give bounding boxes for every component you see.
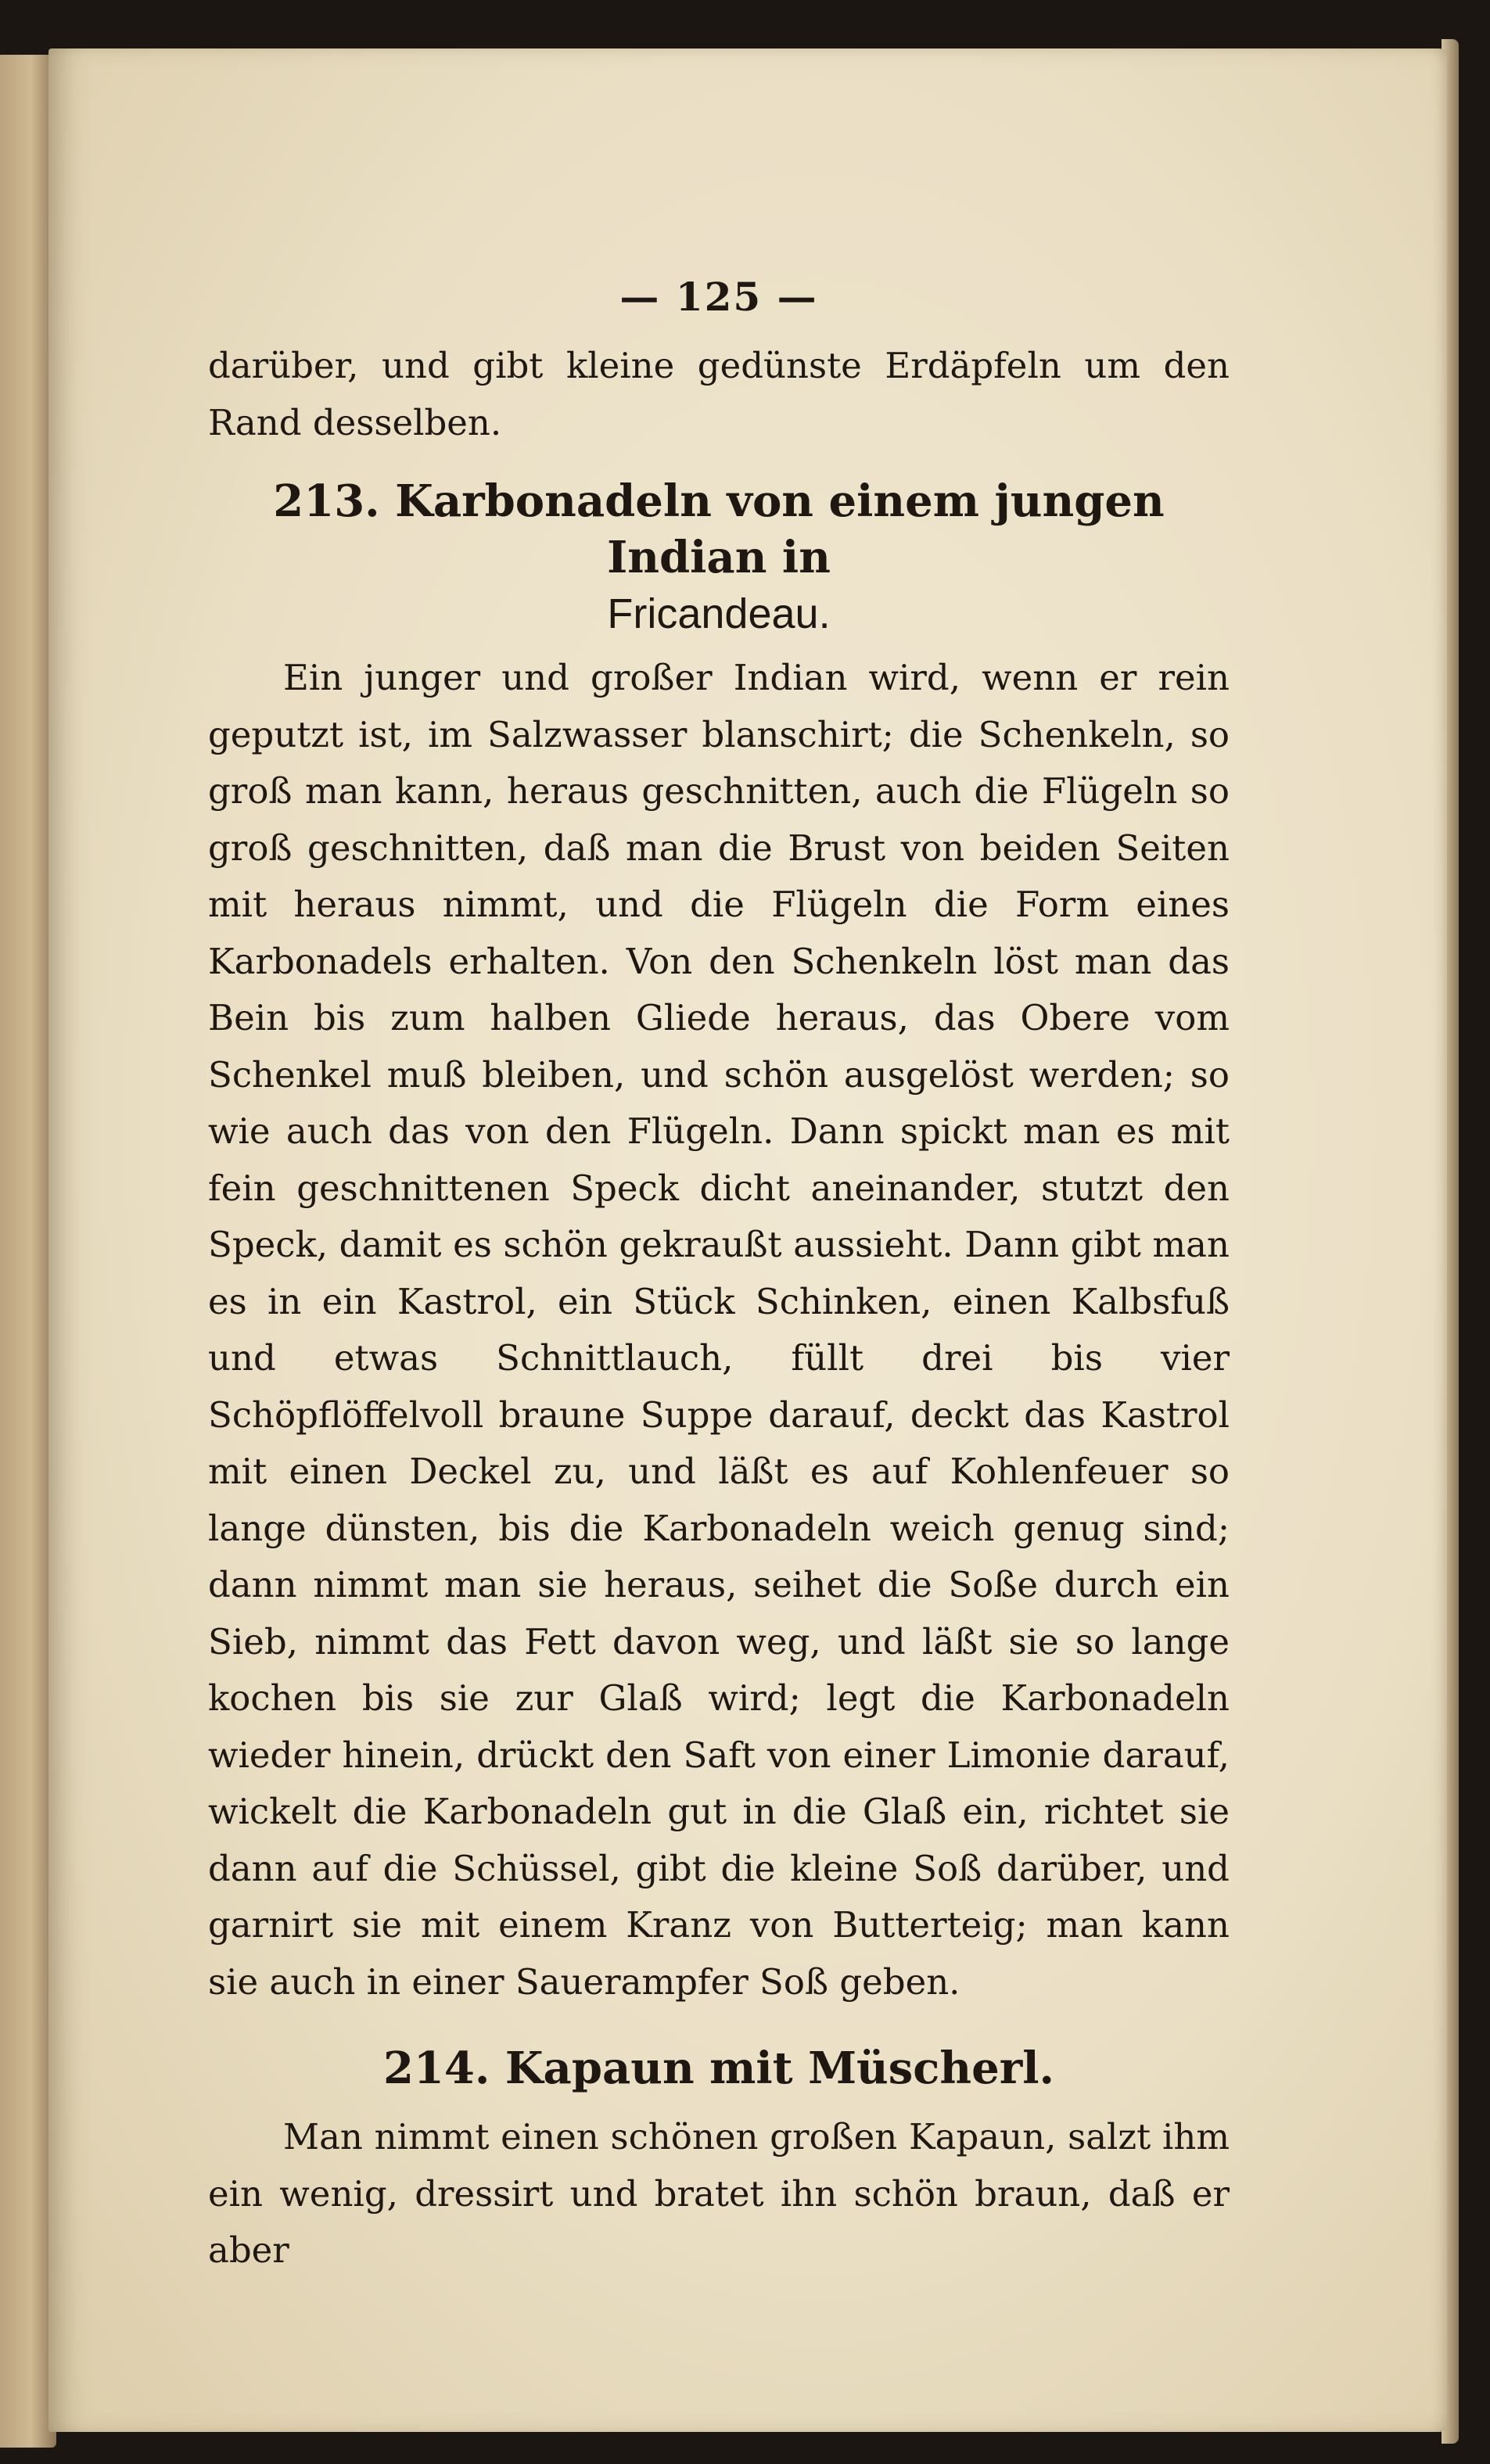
recipe-214-heading: 214. Kapaun mit Müscherl. bbox=[382, 2043, 1055, 2094]
page-text-block bbox=[208, 266, 1230, 2279]
recipe-213-body: Ein junger und großer Indian wird, wenn er rein geputzt ist, im Salzwasser blanschirt; die Schenkeln, so groß man kann, heraus geschnitten, auch die Flügeln so groß geschnitten, daß man die Brust von beiden Seiten mit heraus nimmt, und die Flügeln die Form eines Karbonadels erhalten. Von den Schenkeln löst man das Bein bis zum halben Gliede heraus, das Obere vom Schenkel muß bleiben, und schön ausgelöst werden; so wie auch das von den Flügeln. Dann spickt man es mit fein geschnittenen Speck dicht aneinander, stutzt den Speck, damit es schön gekraußt aussieht. Dann gibt man es in ein Kastrol, ein Stück Schinken, einen Kalbsfuß und etwas Schnittlauch, füllt drei bis vier Schöpflöffelvoll braune Suppe darauf, deckt das Kastrol mit einen Deckel zu, und läßt es auf Kohlenfeuer so lange dünsten, bis die Karbonadeln weich genug sind; dann nimmt man sie heraus, seihet die Soße durch ein Sieb, nimmt das Fett davon weg, und läßt sie so lange kochen bis sie zur Glaß wird; legt die Karbonadeln wieder hinein, drückt den Saft von einer Limonie darauf, wickelt die Karbonadeln gut in die Glaß ein, richtet sie dann auf die Schüssel, gibt die kleine Soß darüber, und garnirt sie mit einem Kranz von Butterteig; man kann sie auch in einer Sauerampfer Soß geben. bbox=[208, 657, 1230, 2003]
recipe-213-title: 213. Karbonadeln von einem jungen Indian in bbox=[273, 475, 1165, 583]
recipe-214-body: Man nimmt einen schönen großen Kapaun, salzt ihm ein wenig, dressirt und bratet ihn schön braun, daß er aber bbox=[208, 2116, 1230, 2271]
page-number: — 125 — bbox=[619, 274, 818, 320]
recipe-213-title-line2: Fricandeau. bbox=[607, 590, 831, 637]
recipe-213-heading bbox=[208, 473, 1230, 642]
intro-paragraph: darüber, und gibt kleine gedünste Erdäpfeln um den Rand desselben. bbox=[208, 345, 1230, 443]
